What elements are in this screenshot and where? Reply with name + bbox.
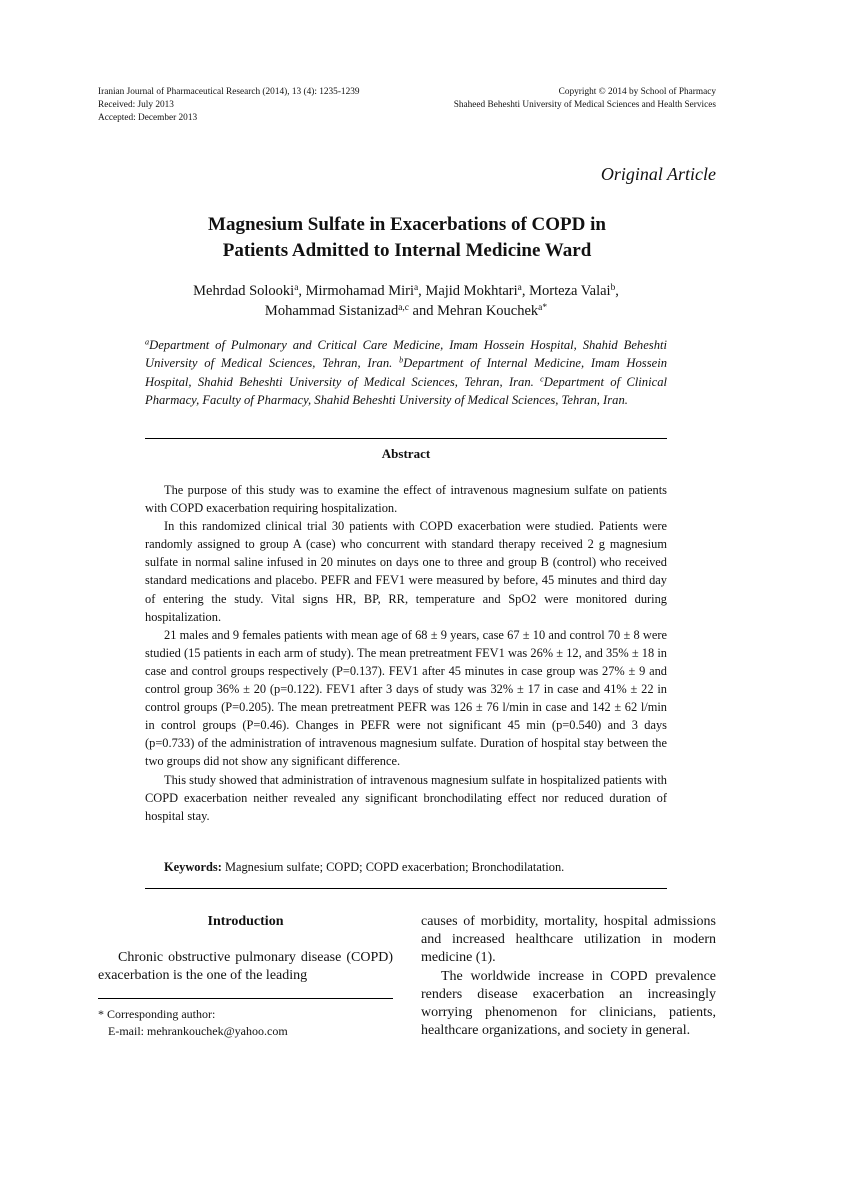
affil-mark: c: [540, 374, 544, 384]
abstract-heading: Abstract: [381, 446, 431, 461]
publisher-line: Shaheed Beheshti University of Medical Sciences and Health Services: [453, 100, 716, 110]
intro-paragraph: causes of morbidity, mortality, hospital admissions and increased healthcare utilization in modern medicine (1).: [421, 914, 716, 966]
intro-right-column: [421, 913, 716, 1040]
author-mark: a*: [538, 302, 548, 313]
author-name: Mehran Kouchek: [437, 303, 539, 319]
author-name: Mehrdad Solooki: [193, 283, 295, 299]
title-line-2: Patients Admitted to Internal Medicine Ward: [222, 240, 592, 261]
divider-top: [145, 438, 667, 439]
affil-mark: a: [145, 337, 150, 347]
accepted-date: Accepted: December 2013: [98, 113, 198, 123]
corresponding-email: E-mail: mehrankouchek@yahoo.com: [108, 1024, 288, 1038]
footnote: [98, 1006, 393, 1040]
journal-citation: Iranian Journal of Pharmaceutical Research (2014), 13 (4): 1235-1239: [98, 87, 360, 97]
keywords-label: Keywords:: [164, 860, 222, 874]
author-mark: a: [413, 282, 419, 293]
abstract-paragraph: 21 males and 9 females patients with mean age of 68 ± 9 years, case 67 ± 10 and control 70 ± 8 were studied (15 patients in each arm of study). The mean pretreatment FEV1 was 26% ± 12, and 35% ± 18 in case and control groups respectively (P=0.137). FEV1 after 45 minutes in case group was 27% ± 9 and control group 36% ± 20 (p=0.122). FEV1 after 3 days of study was 32% ± 17 in case and 41% ± 22 in control groups (P=0.205). The mean pretreatment PEFR was 126 ± 76 l/min in case and 142 ± 62 l/min in control groups (P=0.46). Changes in PEFR were not significant 45 min (p=0.540) and 3 days (p=0.733) of the administration of intravenous magnesium sulfate. Duration of hospital stay between the two groups did not show any significant difference.: [145, 627, 667, 769]
article-title: [98, 212, 716, 264]
corresponding-author-label: * Corresponding author:: [98, 1007, 216, 1021]
keywords-text: Magnesium sulfate; COPD; COPD exacerbation; Bronchodilatation.: [224, 860, 565, 874]
received-date: Received: July 2013: [98, 100, 174, 110]
footnote-divider: [98, 998, 393, 999]
affiliations: [145, 336, 667, 409]
author-mark: b: [610, 282, 616, 293]
abstract-body: [145, 481, 667, 825]
abstract-paragraph: This study showed that administration of intravenous magnesium sulfate in hospitalized patients with COPD exacerbation neither revealed any significant bronchodilating effect nor reduced duration of hospital stay.: [145, 772, 667, 823]
affil-mark: b: [399, 355, 404, 365]
abstract-paragraph: In this randomized clinical trial 30 patients with COPD exacerbation were studied. Patients were randomly assigned to group A (case) who concurrent with standard therapy received 2 g magnesium sulfate in normal saline infused in 20 minutes on days one to three and group B (control) who received standard medications and placebo. PEFR and FEV1 were measured by before, 45 minutes and third day of entering the study. Vital signs HR, BP, RR, temperature and SpO2 were monitored during hospitalization.: [145, 519, 667, 624]
affiliation-b: Department of Internal Medicine, Imam Hossein Hospital, Shahid Beheshti University of Medical Sciences, Tehran, Iran.: [145, 356, 667, 389]
abstract-paragraph: The purpose of this study was to examine the effect of intravenous magnesium sulfate on patients with COPD exacerbation requiring hospitalization.: [145, 483, 667, 516]
author-mark: a: [294, 282, 299, 293]
affiliation-a: Department of Pulmonary and Critical Care Medicine, Imam Hossein Hospital, Shahid Beheshti University of Medical Sciences, Tehran, Iran.: [145, 338, 667, 371]
article-type: Original Article: [600, 164, 716, 184]
author-name: Morteza Valai: [529, 283, 611, 299]
title-line-1: Magnesium Sulfate in Exacerbations of COPD in: [208, 214, 606, 235]
author-name: Mirmohamad Miri: [305, 283, 414, 299]
introduction-heading: Introduction: [207, 914, 284, 929]
affiliation-c: Department of Clinical Pharmacy, Faculty of Pharmacy, Shahid Beheshti University of Medical Sciences, Tehran, Iran.: [145, 374, 667, 407]
author-mark: a: [517, 282, 522, 293]
author-name: Majid Mokhtari: [425, 283, 518, 299]
intro-left-column: [98, 949, 393, 985]
keywords: [164, 860, 667, 875]
author-mark: a,c: [398, 302, 409, 313]
intro-paragraph: Chronic obstructive pulmonary disease (COPD) exacerbation is the one of the leading: [98, 950, 393, 984]
author-name: Mohammad Sistanizad: [264, 303, 399, 319]
intro-paragraph: The worldwide increase in COPD prevalence renders disease exacerbation an increasingly worrying phenomenon for clinicians, patients, healthcare organizations, and society in general.: [421, 968, 716, 1039]
copyright-info: [400, 86, 716, 112]
author-list: Mehrdad Solooki$^a$, Mirmohamad Miri$^a$, Majid Mokhtari$^a$, Morteza Valai$^b$, Mohammad Sistanizad$^{a,c}$ and Mehran Kouchek$^{a*}$: [193, 282, 619, 319]
divider-bottom: [145, 888, 667, 889]
copyright-line: Copyright © 2014 by School of Pharmacy: [558, 87, 716, 97]
